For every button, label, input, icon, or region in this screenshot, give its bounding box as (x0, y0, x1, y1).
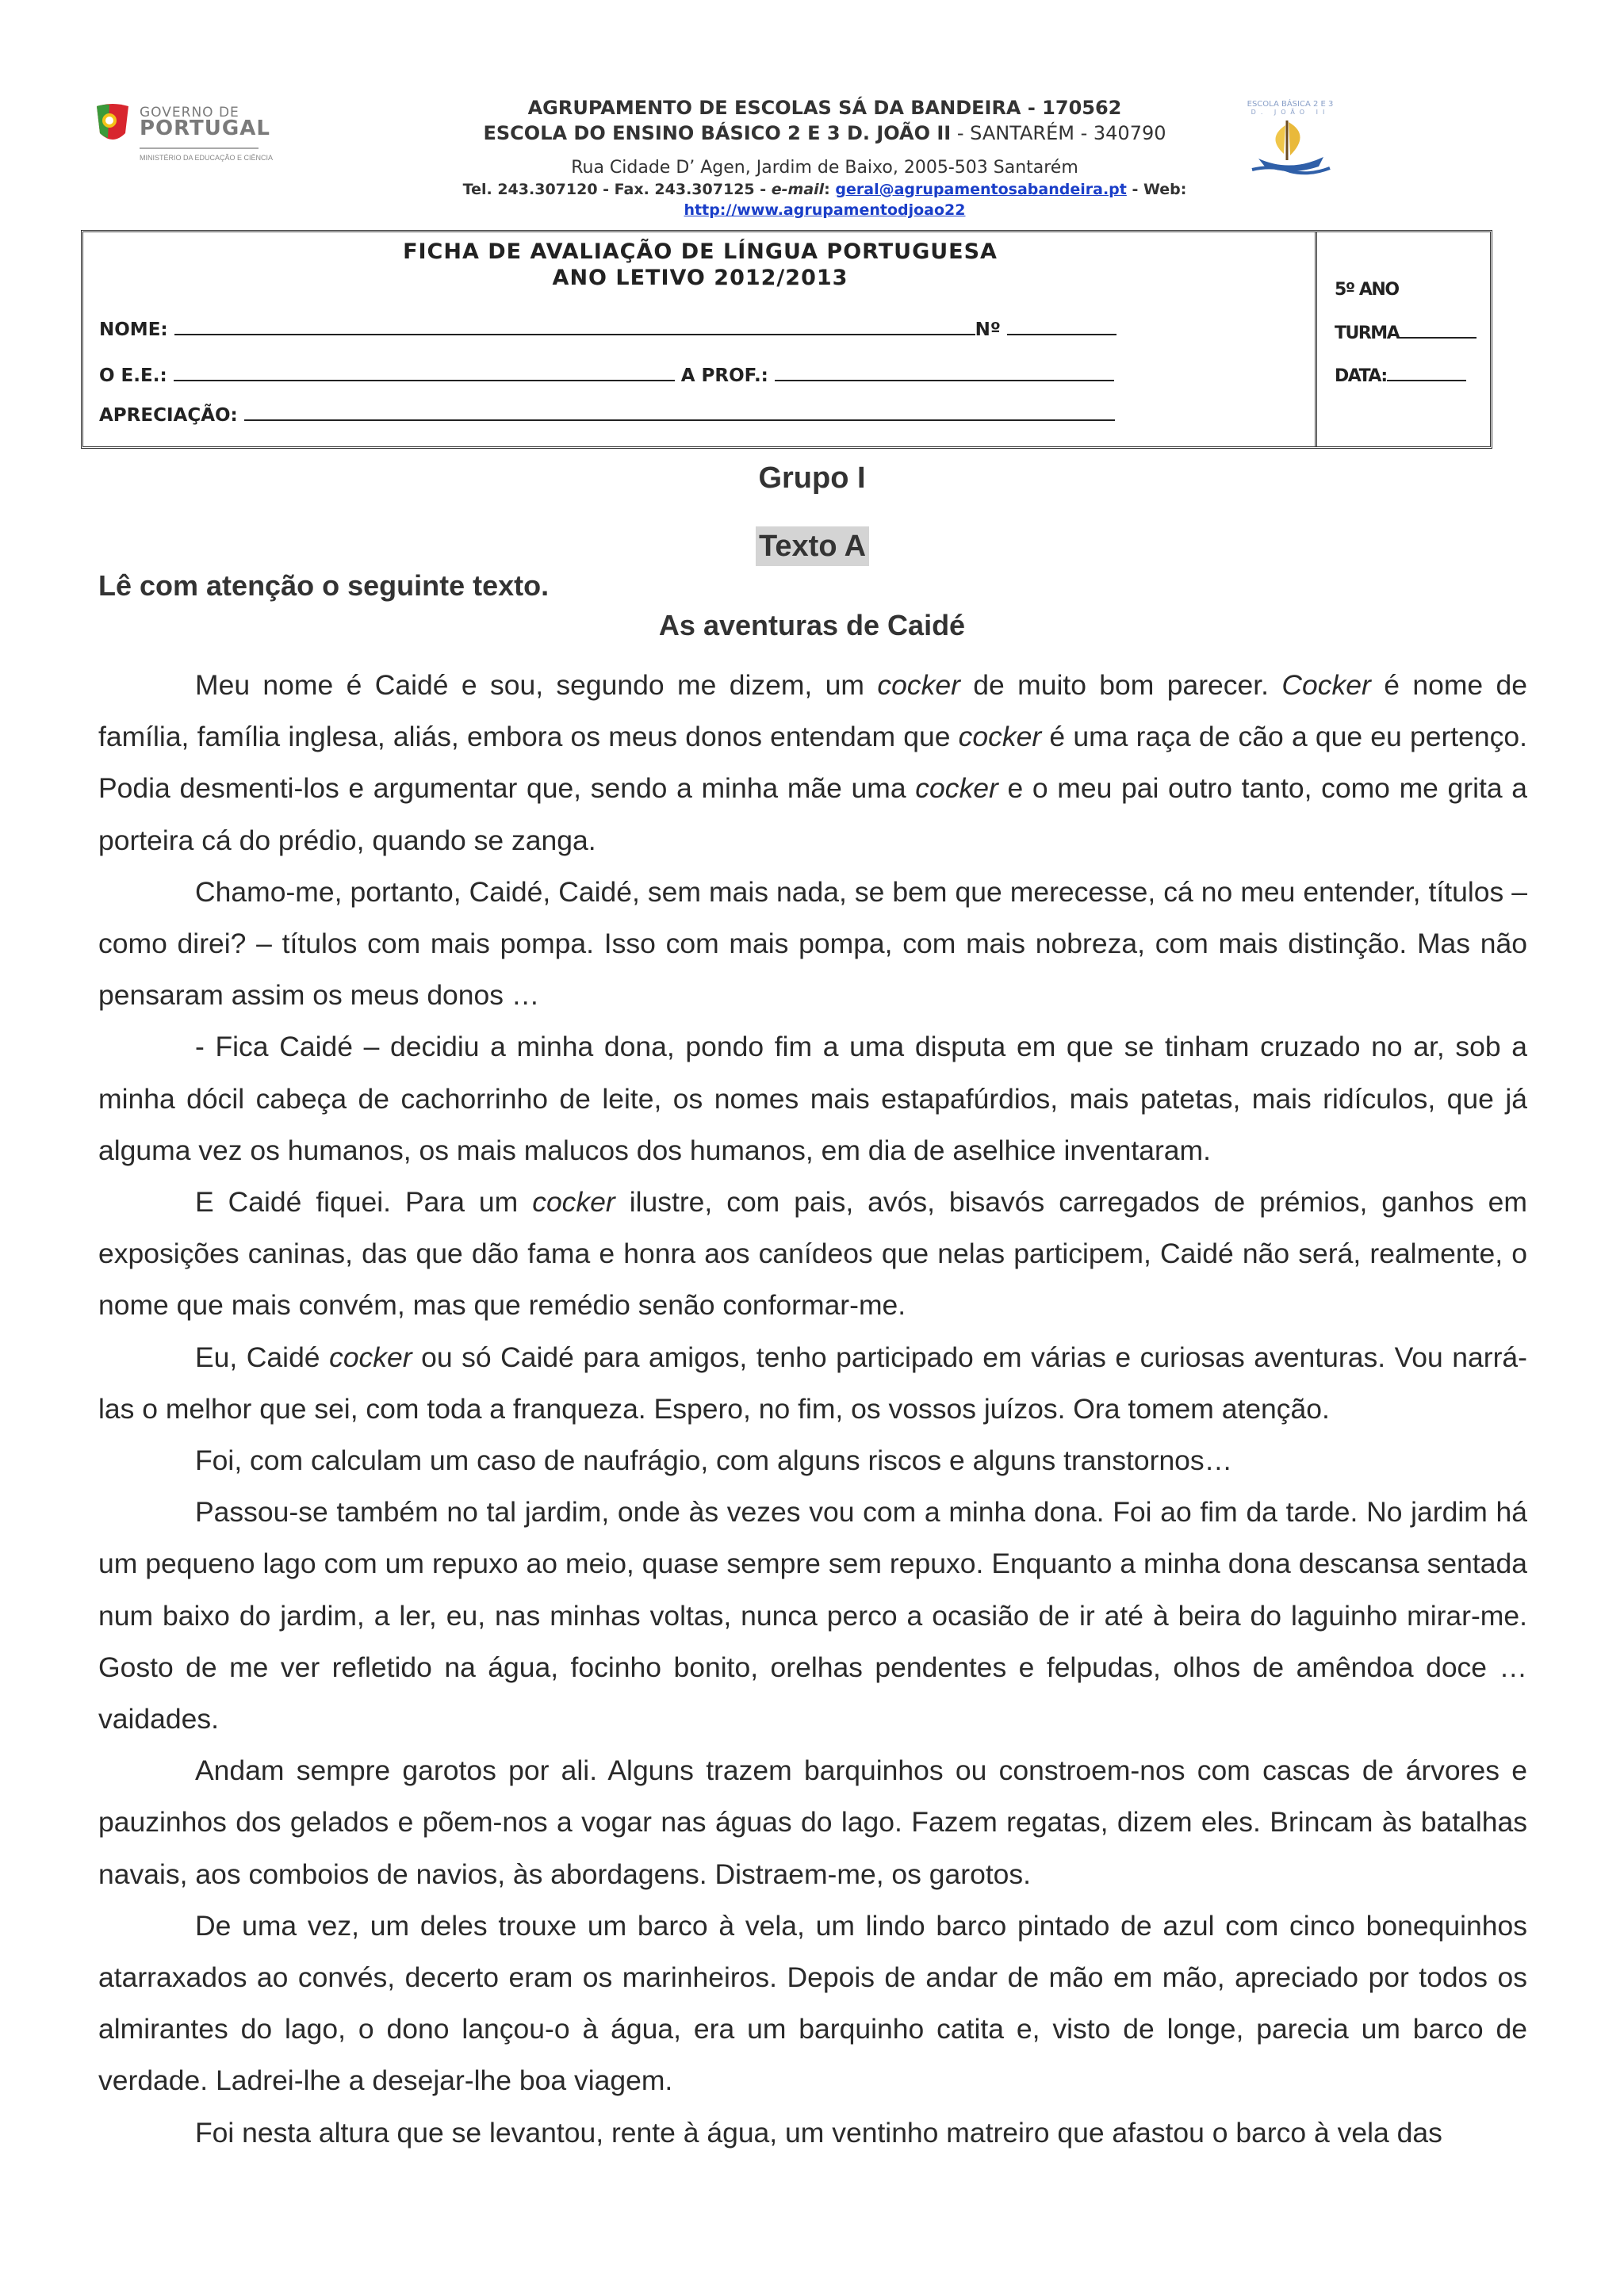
text-run: de muito bom parecer. (959, 669, 1282, 701)
italic-term: cocker (532, 1186, 615, 1219)
turma-label: TURMA (1335, 323, 1400, 343)
gov-logo-line1: GOVERNO DE (140, 105, 239, 121)
nome-field[interactable] (174, 316, 975, 335)
school-header (333, 95, 1316, 220)
story-paragraph-1 (98, 660, 1527, 867)
text-run: é nome de família, família inglesa, aliás, embora os meus donos entendam que (98, 669, 1527, 753)
school-name-line (333, 121, 1316, 146)
data-label: DATA: (1335, 366, 1387, 386)
story-paragraph-9: De uma vez, um deles trouxe um barco à vela, um lindo barco pintado de azul com cinco bonequinhos atarraxados ao convés, decerto eram os marinheiros. Depois de andar de mão em mão, apreciado por todos os almirantes do lago, o dono lançou-o à água, era um barquinho catita e, visto de longe, parecia um barco de verdade. Ladrei-lhe a desejar-lhe boa viagem. (98, 1909, 1527, 2097)
story-paragraph-3: - Fica Caidé – decidiu a minha dona, pondo fim a uma disputa em que se tinham cruzado no ar, sob a minha dócil cabeça de cachorrinho de leite, os nomes mais estapafúrdios, mais patetas, mais ridículos, que já alguma vez os humanos, os mais malucos dos humanos, em dia de aselhice inventaram. (98, 1031, 1527, 1166)
svg-text:ESCOLA BÁSICA 2 E 3: ESCOLA BÁSICA 2 E 3 (1247, 100, 1334, 109)
text-label-highlight: Texto A (756, 526, 869, 566)
web-label: - Web: (1126, 181, 1187, 198)
text-run: Meu nome é Caidé e sou, segundo me dizem, um (195, 669, 878, 701)
ee-prof-row (99, 362, 1114, 386)
apreciacao-field[interactable] (244, 402, 1115, 421)
nome-row (99, 316, 1116, 340)
story-title: As aventuras de Caidé (658, 609, 966, 641)
school-city: - SANTARÉM - 340790 (951, 122, 1166, 144)
apreciacao-label: APRECIAÇÃO: (99, 405, 238, 426)
gov-logo-line2: PORTUGAL (140, 117, 270, 140)
ano-label: 5º ANO (1335, 280, 1399, 300)
email-separator: : (824, 181, 836, 198)
story-body (98, 660, 1527, 2159)
italic-term: cocker (958, 721, 1042, 753)
italic-term: cocker (915, 772, 998, 805)
numero-field[interactable] (1007, 316, 1116, 335)
web-link[interactable]: http://www.agrupamentodjoao22 (684, 201, 966, 219)
turma-row (1335, 323, 1477, 343)
school-ship-logo (1241, 97, 1340, 176)
phone-fax: Tel. 243.307120 - Fax. 243.307125 - (462, 181, 772, 198)
contacts-line (333, 179, 1316, 220)
evaluation-form (81, 230, 1492, 449)
school-name: ESCOLA DO ENSINO BÁSICO 2 E 3 D. JOÃO II (483, 122, 952, 144)
italic-term: cocker (877, 669, 960, 701)
data-field[interactable] (1387, 365, 1466, 381)
text-run: Eu, Caidé (195, 1341, 330, 1373)
italic-term: cocker (329, 1341, 412, 1373)
text-run: ou só Caidé para amigos, tenho participado em várias e curiosas aventuras. Vou narrá-las o melhor que sei, com toda a franqueza. Espero, no fim, os vossos juízos. Ora tomem atenção. (98, 1341, 1527, 1425)
form-title (83, 239, 1317, 291)
agrupamento-line: AGRUPAMENTO DE ESCOLAS SÁ DA BANDEIRA - 170562 (527, 97, 1122, 119)
gov-logo-text (140, 105, 270, 140)
svg-text:D. JOÃO II: D. JOÃO II (1251, 109, 1330, 116)
text-run: é uma raça de cão a que eu pertenço. Podia desmenti-los e argumentar que, sendo a minha mãe uma (98, 721, 1527, 805)
text-run: E Caidé fiquei. Para um (195, 1186, 533, 1219)
numero-label: Nº (975, 320, 1001, 340)
ee-field[interactable] (174, 362, 675, 381)
address-line: Rua Cidade D’ Agen, Jardim de Baixo, 2005-503 Santarém (571, 158, 1078, 178)
text-run: e o meu pai outro tanto, como me grita a porteira cá do prédio, quando se zanga. (98, 772, 1527, 856)
story-paragraph-6: Foi, com calculam um caso de naufrágio, com alguns riscos e alguns transtornos… (195, 1445, 1233, 1477)
email-link[interactable]: geral@agrupamentosabandeira.pt (835, 181, 1127, 198)
email-label: e-mail (771, 181, 825, 198)
governo-portugal-logo (94, 98, 274, 178)
group-heading: Grupo I (758, 461, 866, 495)
ee-label: O E.E.: (99, 365, 167, 386)
text-run: ilustre, com pais, avós, bisavós carregados de prémios, ganhos em exposições caninas, das que dão fama e honra aos canídeos que nelas participem, Caidé não será, realmente, o nome que mais convém, mas que remédio senão conformar-me. (98, 1186, 1527, 1322)
gov-logo-sub: MINISTÉRIO DA EDUCAÇÃO E CIÊNCIA (140, 154, 274, 162)
story-paragraph-2: Chamo-me, portanto, Caidé, Caidé, sem mais nada, se bem que merecesse, cá no meu entender, títulos – como direi? – títulos com mais pompa. Isso com mais pompa, com mais nobreza, com mais distinção. Mas não pensaram assim os meus donos … (98, 875, 1527, 1012)
gov-logo-divider (140, 147, 259, 149)
form-title-line1: FICHA DE AVALIAÇÃO DE LÍNGUA PORTUGUESA (403, 239, 998, 264)
prof-label: A PROF.: (680, 365, 768, 386)
reading-instruction: Lê com atenção o seguinte texto. (98, 569, 550, 602)
nome-label: NOME: (99, 320, 168, 340)
story-paragraph-7: Passou-se também no tal jardim, onde às vezes vou com a minha dona. Foi ao fim da tarde. No jardim há um pequeno lago com um repuxo ao meio, quase sempre sem repuxo. Enquanto a minha dona descansa sentada num baixo do jardim, a ler, eu, nas minhas voltas, nunca perco a ocasião de ir até à beira do laguinho mirar-me. Gosto de me ver refletido na água, focinho bonito, orelhas pendentes e felpudas, olhos de amêndoa doce … vaidades. (98, 1496, 1527, 1735)
story-paragraph-5 (98, 1332, 1527, 1435)
turma-field[interactable] (1399, 323, 1477, 339)
apreciacao-row (99, 402, 1115, 426)
story-paragraph-4 (98, 1177, 1527, 1332)
story-paragraph-10: Foi nesta altura que se levantou, rente à água, um ventinho matreiro que afastou o barco à vela das (195, 2116, 1442, 2149)
form-main-panel (83, 232, 1317, 446)
prof-field[interactable] (775, 362, 1114, 381)
letterhead (0, 0, 1624, 222)
italic-term: Cocker (1281, 669, 1371, 701)
data-row (1335, 365, 1466, 386)
form-title-line2: ANO LETIVO 2012/2013 (552, 266, 848, 290)
form-side-panel (1320, 232, 1490, 446)
story-paragraph-8: Andam sempre garotos por ali. Alguns trazem barquinhos ou constroem-nos com cascas de árvores e pauzinhos dos gelados e põem-nos a vogar nas águas do lago. Fazem regatas, dizem eles. Brincam às batalhas navais, aos comboios de navios, às abordagens. Distraem-me, os garotos. (98, 1755, 1527, 1890)
portugal-flag-icon (94, 101, 132, 147)
